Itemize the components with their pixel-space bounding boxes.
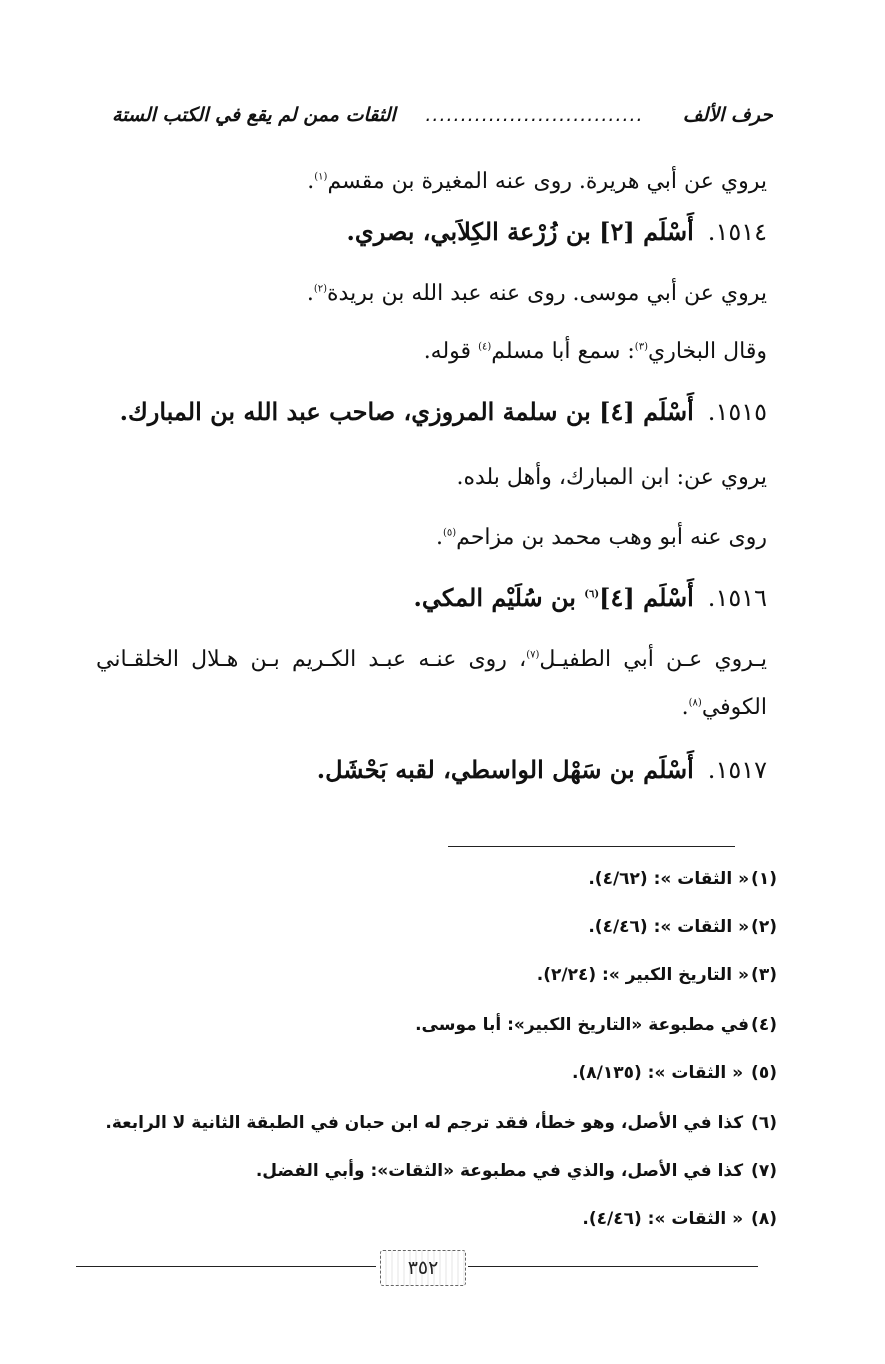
footnote: (٣)« التاريخ الكبير »: (٢/٢٤).	[536, 965, 777, 985]
body-line: يروي عن: ابن المبارك، وأهل بلده.	[456, 465, 767, 490]
footnote: (١)« الثقات »: (٤/٦٢).	[588, 869, 777, 889]
page-number: ٣٥٢	[380, 1250, 466, 1286]
footnote-ref: (٤)	[478, 341, 492, 353]
header-book-title: الثقات ممن لم يقع في الكتب الستة	[112, 104, 396, 126]
entry-name: أَسْلَم بن سَهْل الواسطي، لقبه بَحْشَل.	[316, 755, 694, 784]
entry-name: أَسْلَم [٤] بن سلمة المروزي، صاحب عبد الله بن المبارك.	[119, 397, 694, 426]
footnote-ref: (٢)	[313, 283, 328, 295]
header-leader-dots: ...............................	[425, 104, 644, 126]
footer-rule-right	[468, 1266, 758, 1267]
entry-number: ١٥١٦.	[707, 584, 767, 612]
footnote-ref: (١)	[314, 171, 328, 183]
entry-number: ١٥١٤.	[707, 218, 767, 246]
footnote: (٦) كذا في الأصل، وهو خطأ، فقد ترجم له ابن حبان في الطبقة الثانية لا الرابعة.	[105, 1113, 777, 1133]
footnote: (٤)في مطبوعة «التاريخ الكبير»: أبا موسى.	[415, 1015, 777, 1035]
body-line: الكوفي$^{(٨)}$.	[681, 695, 767, 720]
footnote-ref: (٣)	[634, 341, 648, 353]
footnote-separator	[448, 846, 735, 847]
footnote-ref: (٥)	[442, 527, 457, 539]
body-line: روى عنه أبو وهب محمد بن مزاحم$^{(٥)}$.	[435, 525, 767, 550]
body-line: يـروي عـن أبي الطفيـل$^{(٧)}$، روى عنـه عبـد الكـريم بـن هـلال الخلقـاني	[96, 647, 767, 672]
entry-1515	[120, 394, 767, 430]
body-line: يروي عن أبي هريرة. روى عنه المغيرة بن مقسم$^{(١)}$.	[307, 169, 767, 194]
body-line: يروي عن أبي موسى. روى عنه عبد الله بن بريدة$^{(٢)}$.	[306, 281, 767, 306]
footnote: (٥) « الثقات »: (٨/١٣٥).	[572, 1063, 777, 1083]
footnote: (٢)« الثقات »: (٤/٤٦).	[588, 917, 777, 937]
running-header	[112, 100, 773, 134]
footnote-ref: (٨)	[688, 697, 702, 709]
entry-1517	[317, 752, 767, 788]
entry-name: أَسْلَم [٢] بن زُرْعة الكِلاَبي، بصري.	[346, 217, 694, 246]
entry-number: ١٥١٧.	[707, 756, 767, 784]
footnote-ref: (٧)	[526, 649, 540, 661]
header-section-title: حرف الألف	[682, 104, 773, 126]
entry-1514	[347, 214, 767, 250]
entry-1516	[414, 580, 767, 616]
footnote: (٨) « الثقات »: (٤/٤٦).	[582, 1209, 777, 1229]
footnote: (٧) كذا في الأصل، والذي في مطبوعة «الثقات»: وأبي الفضل.	[255, 1161, 777, 1181]
entry-number: ١٥١٥.	[707, 398, 767, 426]
footnote-ref: (٦)	[584, 589, 600, 600]
entry-name: أَسْلَم [٤]$^{(٦)}$ بن سُلَيْم المكي.	[413, 583, 694, 612]
body-line: وقال البخاري$^{(٣)}$: سمع أبا مسلم$^{(٤)}$ قوله.	[423, 339, 767, 364]
footer-rule-left	[76, 1266, 376, 1267]
